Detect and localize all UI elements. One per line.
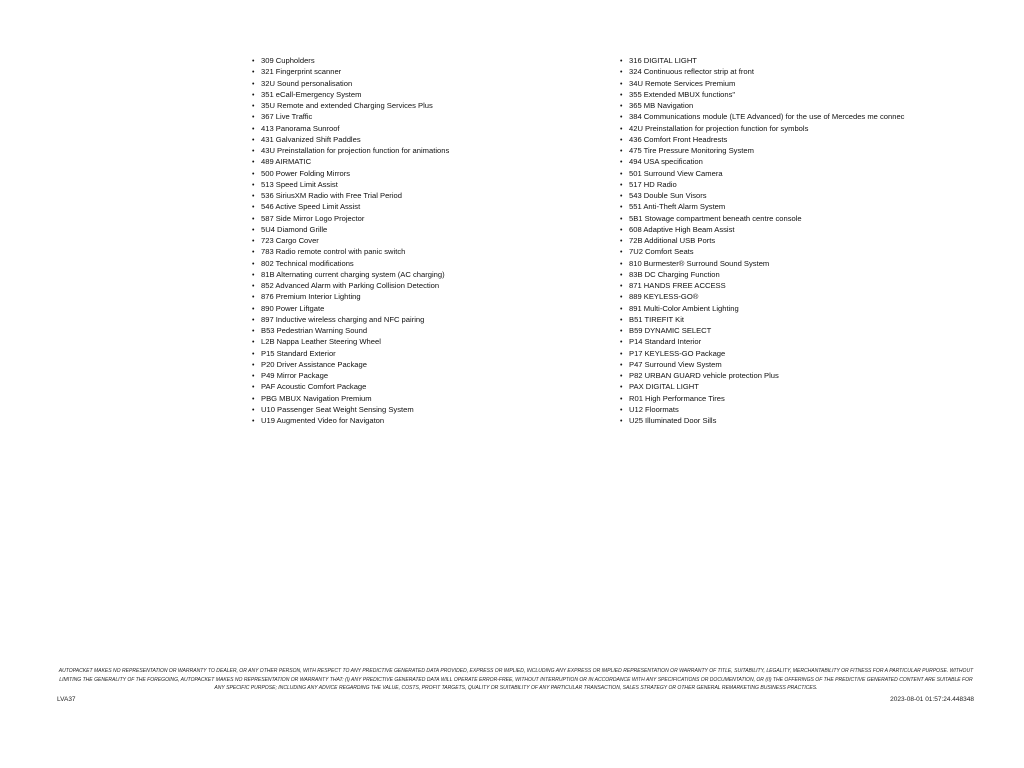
option-item: • P47 Surround View System: [620, 359, 960, 370]
option-item: • 536 SiriusXM Radio with Free Trial Period: [252, 190, 612, 201]
option-item: • 35U Remote and extended Charging Services Plus: [252, 100, 612, 111]
option-item: • 81B Alternating current charging system (AC charging): [252, 269, 612, 280]
option-item: • 517 HD Radio: [620, 179, 960, 190]
option-item: • 852 Advanced Alarm with Parking Collision Detection: [252, 280, 612, 291]
option-item: • PBG MBUX Navigation Premium: [252, 393, 612, 404]
option-item: • 316 DIGITAL LIGHT: [620, 55, 960, 66]
options-column-left: [252, 55, 612, 426]
option-item: • 367 Live Traffic: [252, 111, 612, 122]
option-item: • 897 Inductive wireless charging and NFC pairing: [252, 314, 612, 325]
option-item: • 351 eCall-Emergency System: [252, 89, 612, 100]
option-item: • 890 Power Liftgate: [252, 303, 612, 314]
option-item: • 494 USA specification: [620, 156, 960, 167]
generated-timestamp: 2023-08-01 01:57:24.448348: [890, 696, 974, 703]
option-item: • B59 DYNAMIC SELECT: [620, 325, 960, 336]
option-item: • 891 Multi-Color Ambient Lighting: [620, 303, 960, 314]
option-item: • 32U Sound personalisation: [252, 78, 612, 89]
option-item: • 72B Additional USB Ports: [620, 235, 960, 246]
option-item: • 802 Technical modifications: [252, 258, 612, 269]
option-item: • P82 URBAN GUARD vehicle protection Plus: [620, 370, 960, 381]
option-item: • 384 Communications module (LTE Advanced) for the use of Mercedes me connec: [620, 111, 960, 122]
option-item: • P15 Standard Exterior: [252, 348, 612, 359]
option-item: • L2B Nappa Leather Steering Wheel: [252, 336, 612, 347]
option-item: • 309 Cupholders: [252, 55, 612, 66]
option-item: • 321 Fingerprint scanner: [252, 66, 612, 77]
option-item: • 723 Cargo Cover: [252, 235, 612, 246]
option-item: • 513 Speed Limit Assist: [252, 179, 612, 190]
option-item: • 324 Continuous reflector strip at front: [620, 66, 960, 77]
option-item: • 43U Preinstallation for projection function for animations: [252, 145, 612, 156]
option-item: • U10 Passenger Seat Weight Sensing System: [252, 404, 612, 415]
option-item: • 889 KEYLESS-GO®: [620, 291, 960, 302]
option-item: • U19 Augmented Video for Navigaton: [252, 415, 612, 426]
option-item: • 42U Preinstallation for projection function for symbols: [620, 123, 960, 134]
option-item: • 876 Premium Interior Lighting: [252, 291, 612, 302]
option-item: • 7U2 Comfort Seats: [620, 246, 960, 257]
option-item: • U12 Floormats: [620, 404, 960, 415]
option-item: • 871 HANDS FREE ACCESS: [620, 280, 960, 291]
page-code: LVA37: [57, 696, 76, 703]
option-item: • 83B DC Charging Function: [620, 269, 960, 280]
option-item: • P14 Standard Interior: [620, 336, 960, 347]
option-item: • 587 Side Mirror Logo Projector: [252, 213, 612, 224]
option-item: • P49 Mirror Package: [252, 370, 612, 381]
option-item: • 551 Anti-Theft Alarm System: [620, 201, 960, 212]
option-item: • 431 Galvanized Shift Paddles: [252, 134, 612, 145]
option-item: • 413 Panorama Sunroof: [252, 123, 612, 134]
option-item: • 783 Radio remote control with panic switch: [252, 246, 612, 257]
option-item: • 355 Extended MBUX functions": [620, 89, 960, 100]
option-item: • P20 Driver Assistance Package: [252, 359, 612, 370]
option-item: • 500 Power Folding Mirrors: [252, 168, 612, 179]
option-item: • 608 Adaptive High Beam Assist: [620, 224, 960, 235]
legal-disclaimer: AUTOPACKET MAKES NO REPRESENTATION OR WARRANTY TO DEALER, OR ANY OTHER PERSON, WITH RESPECT TO ANY PREDICTIVE GENERATED DATA PROVIDED, EXPRESS OR IMPLIED, INCLUDING ANY EXPRESS OR IMPLIED REPRESENTATION OR WARRANTY OF TITLE, SUITABILITY, LEGALITY, MERCHANTABILITY OR FITNESS FOR A PARTICULAR PURPOSE. WITHOUT LIMITING THE GENERALITY OF THE FOREGOING, AUTOPACKET MAKES NO REPRESENTATION OR WARRANTY THAT: (I) ANY PREDICTIVE GENERATED DATA WILL OPERATE ERROR-FREE, WITHOUT INTERRUPTION OR IN ACCORDANCE WITH ANY SPECIFICATIONS OR DOCUMENTATION, OR (II) THE OFFERINGS OF THE PREDICTIVE GENERATED CONTENT ARE SUITABLE FOR ANY SPECIFIC PURPOSE; INCLUDING ANY ADVICE REGARDING THE VALUE, COSTS, PROFIT TARGETS, QUALITY OR SUITABILITY OF ANY PARTICULAR TRANSACTION, SALES STRATEGY OR OTHER GENERAL REMARKETING BUSINESS PRACTICES.: [58, 668, 974, 692]
option-item: • 5B1 Stowage compartment beneath centre console: [620, 213, 960, 224]
options-list: [252, 55, 952, 429]
option-item: • 365 MB Navigation: [620, 100, 960, 111]
option-item: • B53 Pedestrian Warning Sound: [252, 325, 612, 336]
option-item: • 810 Burmester® Surround Sound System: [620, 258, 960, 269]
option-item: • 543 Double Sun Visors: [620, 190, 960, 201]
option-item: • 5U4 Diamond Grille: [252, 224, 612, 235]
option-item: • 489 AIRMATIC: [252, 156, 612, 167]
option-item: • R01 High Performance Tires: [620, 393, 960, 404]
option-item: • B51 TIREFIT Kit: [620, 314, 960, 325]
option-item: • 34U Remote Services Premium: [620, 78, 960, 89]
option-item: • 436 Comfort Front Headrests: [620, 134, 960, 145]
option-item: • 501 Surround View Camera: [620, 168, 960, 179]
option-item: • PAF Acoustic Comfort Package: [252, 381, 612, 392]
option-item: • U25 Illuminated Door Sills: [620, 415, 960, 426]
option-item: • P17 KEYLESS-GO Package: [620, 348, 960, 359]
options-column-right: [620, 55, 960, 426]
option-item: • 475 Tire Pressure Monitoring System: [620, 145, 960, 156]
option-item: • PAX DIGITAL LIGHT: [620, 381, 960, 392]
option-item: • 546 Active Speed Limit Assist: [252, 201, 612, 212]
